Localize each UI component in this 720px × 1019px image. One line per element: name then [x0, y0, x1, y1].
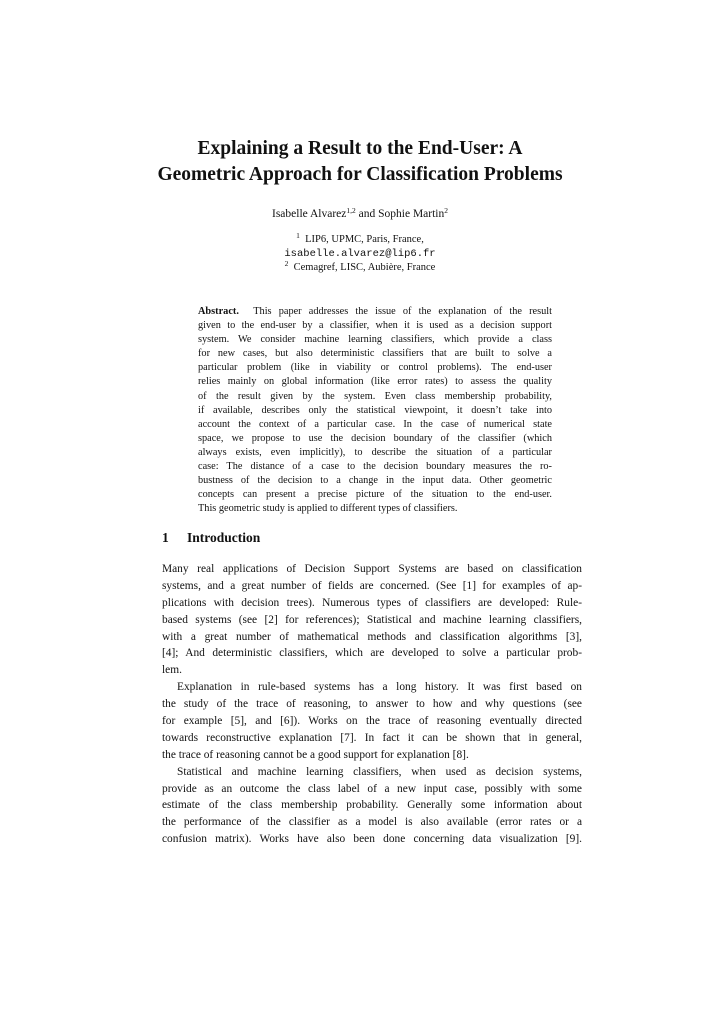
affiliations: [0, 233, 720, 275]
abstract-line: given to the end-user by a classifier, when it is used as a decision support: [198, 320, 552, 332]
body-line: plications with decision trees). Numerous types of classifiers are developed: Rule-: [162, 596, 582, 609]
author-2: Sophie Martin: [378, 208, 445, 220]
body-line: confusion matrix). Works have also been done concerning data visualization [9].: [162, 833, 582, 846]
abstract-line: [198, 305, 552, 319]
paper-title: [0, 136, 720, 188]
abstract-line: concepts can present a precise picture of the situation to the end-user.: [198, 489, 552, 501]
body-line: lem.: [162, 664, 182, 677]
affiliation-1-text: LIP6, UPMC, Paris, France,: [305, 234, 424, 245]
body-line: the trace of reasoning cannot be a good support for explanation [8].: [162, 748, 469, 761]
abstract-line: bustness of the decision to a change in the input data. Other geometric: [198, 475, 552, 487]
abstract-line: particular problem (like in viability or control problems). The end-user: [198, 362, 552, 374]
body-line: the performance of the classifier as a model is also available (error rates or a: [162, 816, 582, 829]
abstract-line: system. We consider machine learning classifiers, which provide a class: [198, 334, 552, 346]
author-1: Isabelle Alvarez: [272, 208, 347, 220]
body-line: Many real applications of Decision Support Systems are based on classification: [162, 563, 582, 575]
abstract-line: always exists, even implicitly), to describe the situation of a particular: [198, 446, 552, 458]
abstract-line: if available, describes only the statistical viewpoint, it doesn’t take into: [198, 404, 552, 416]
abstract-line: space, we propose to use the decision boundary of the classifier (which: [198, 432, 552, 444]
author-2-affiliation-mark: 2: [444, 206, 448, 215]
author-email-line: [0, 247, 720, 262]
abstract-line: case: The distance of a case to the decision boundary measures the ro-: [198, 461, 552, 473]
affiliation-2: [0, 261, 720, 275]
body-line: Explanation in rule-based systems has a long history. It was first based on: [177, 681, 582, 694]
abstract-line: for new cases, but also deterministic classifiers that are built to solve a: [198, 348, 552, 360]
author-conjunction: and: [358, 208, 376, 220]
body-line: provide as an outcome the class label of a new input case, possibly with some: [162, 782, 582, 795]
author-line: [0, 206, 720, 222]
affiliation-2-mark: 2: [284, 259, 289, 268]
author-1-affiliation-mark: 1,2: [346, 206, 356, 215]
abstract-line: of the result given by the system. Even class membership probability,: [198, 390, 552, 402]
section-heading: [162, 529, 582, 547]
body-line: [4]; And deterministic classifiers, which are developed to solve a particular prob-: [162, 647, 582, 660]
body-line: Statistical and machine learning classifiers, when used as decision systems,: [177, 765, 582, 778]
title-line-2: Geometric Approach for Classification Problems: [157, 164, 563, 185]
body-line: with a great number of mathematical methods and classification algorithms [3],: [162, 630, 582, 643]
section-number: 1: [162, 530, 169, 545]
abstract-line: This geometric study is applied to different types of classifiers.: [198, 503, 458, 515]
body-line: systems, and a great number of fields are concerned. (See [1] for examples of ap-: [162, 579, 582, 592]
abstract-line: relies mainly on global information (like error rates) to assess the quality: [198, 376, 552, 388]
title-line-1: Explaining a Result to the End-User: A: [197, 138, 523, 159]
body-line: estimate of the class membership probability. Generally some information about: [162, 799, 582, 812]
affiliation-1-mark: 1: [296, 231, 300, 240]
body-line: based systems (see [2] for references); Statistical and machine learning classifiers,: [162, 613, 582, 626]
section-title: Introduction: [187, 530, 261, 545]
affiliation-2-text: Cemagref, LISC, Aubière, France: [293, 262, 436, 273]
affiliation-1: [0, 233, 720, 247]
author-email: isabelle.alvarez@lip6.fr: [284, 247, 436, 260]
body-line: for example [5], and [6]). Works on the trace of reasoning eventually directed: [162, 715, 582, 728]
abstract-label: Abstract.: [198, 306, 239, 317]
abstract-line: account the context of a particular case. In the case of numerical state: [198, 418, 552, 430]
body-text: [162, 561, 582, 848]
abstract: [198, 305, 552, 516]
abstract-line-text: This paper addresses the issue of the explanation of the result: [253, 306, 552, 317]
body-line: the study of the trace of reasoning, to answer to how and why questions (see: [162, 698, 582, 711]
body-line: towards reconstructive explanation [7]. In fact it can be shown that in general,: [162, 731, 582, 744]
